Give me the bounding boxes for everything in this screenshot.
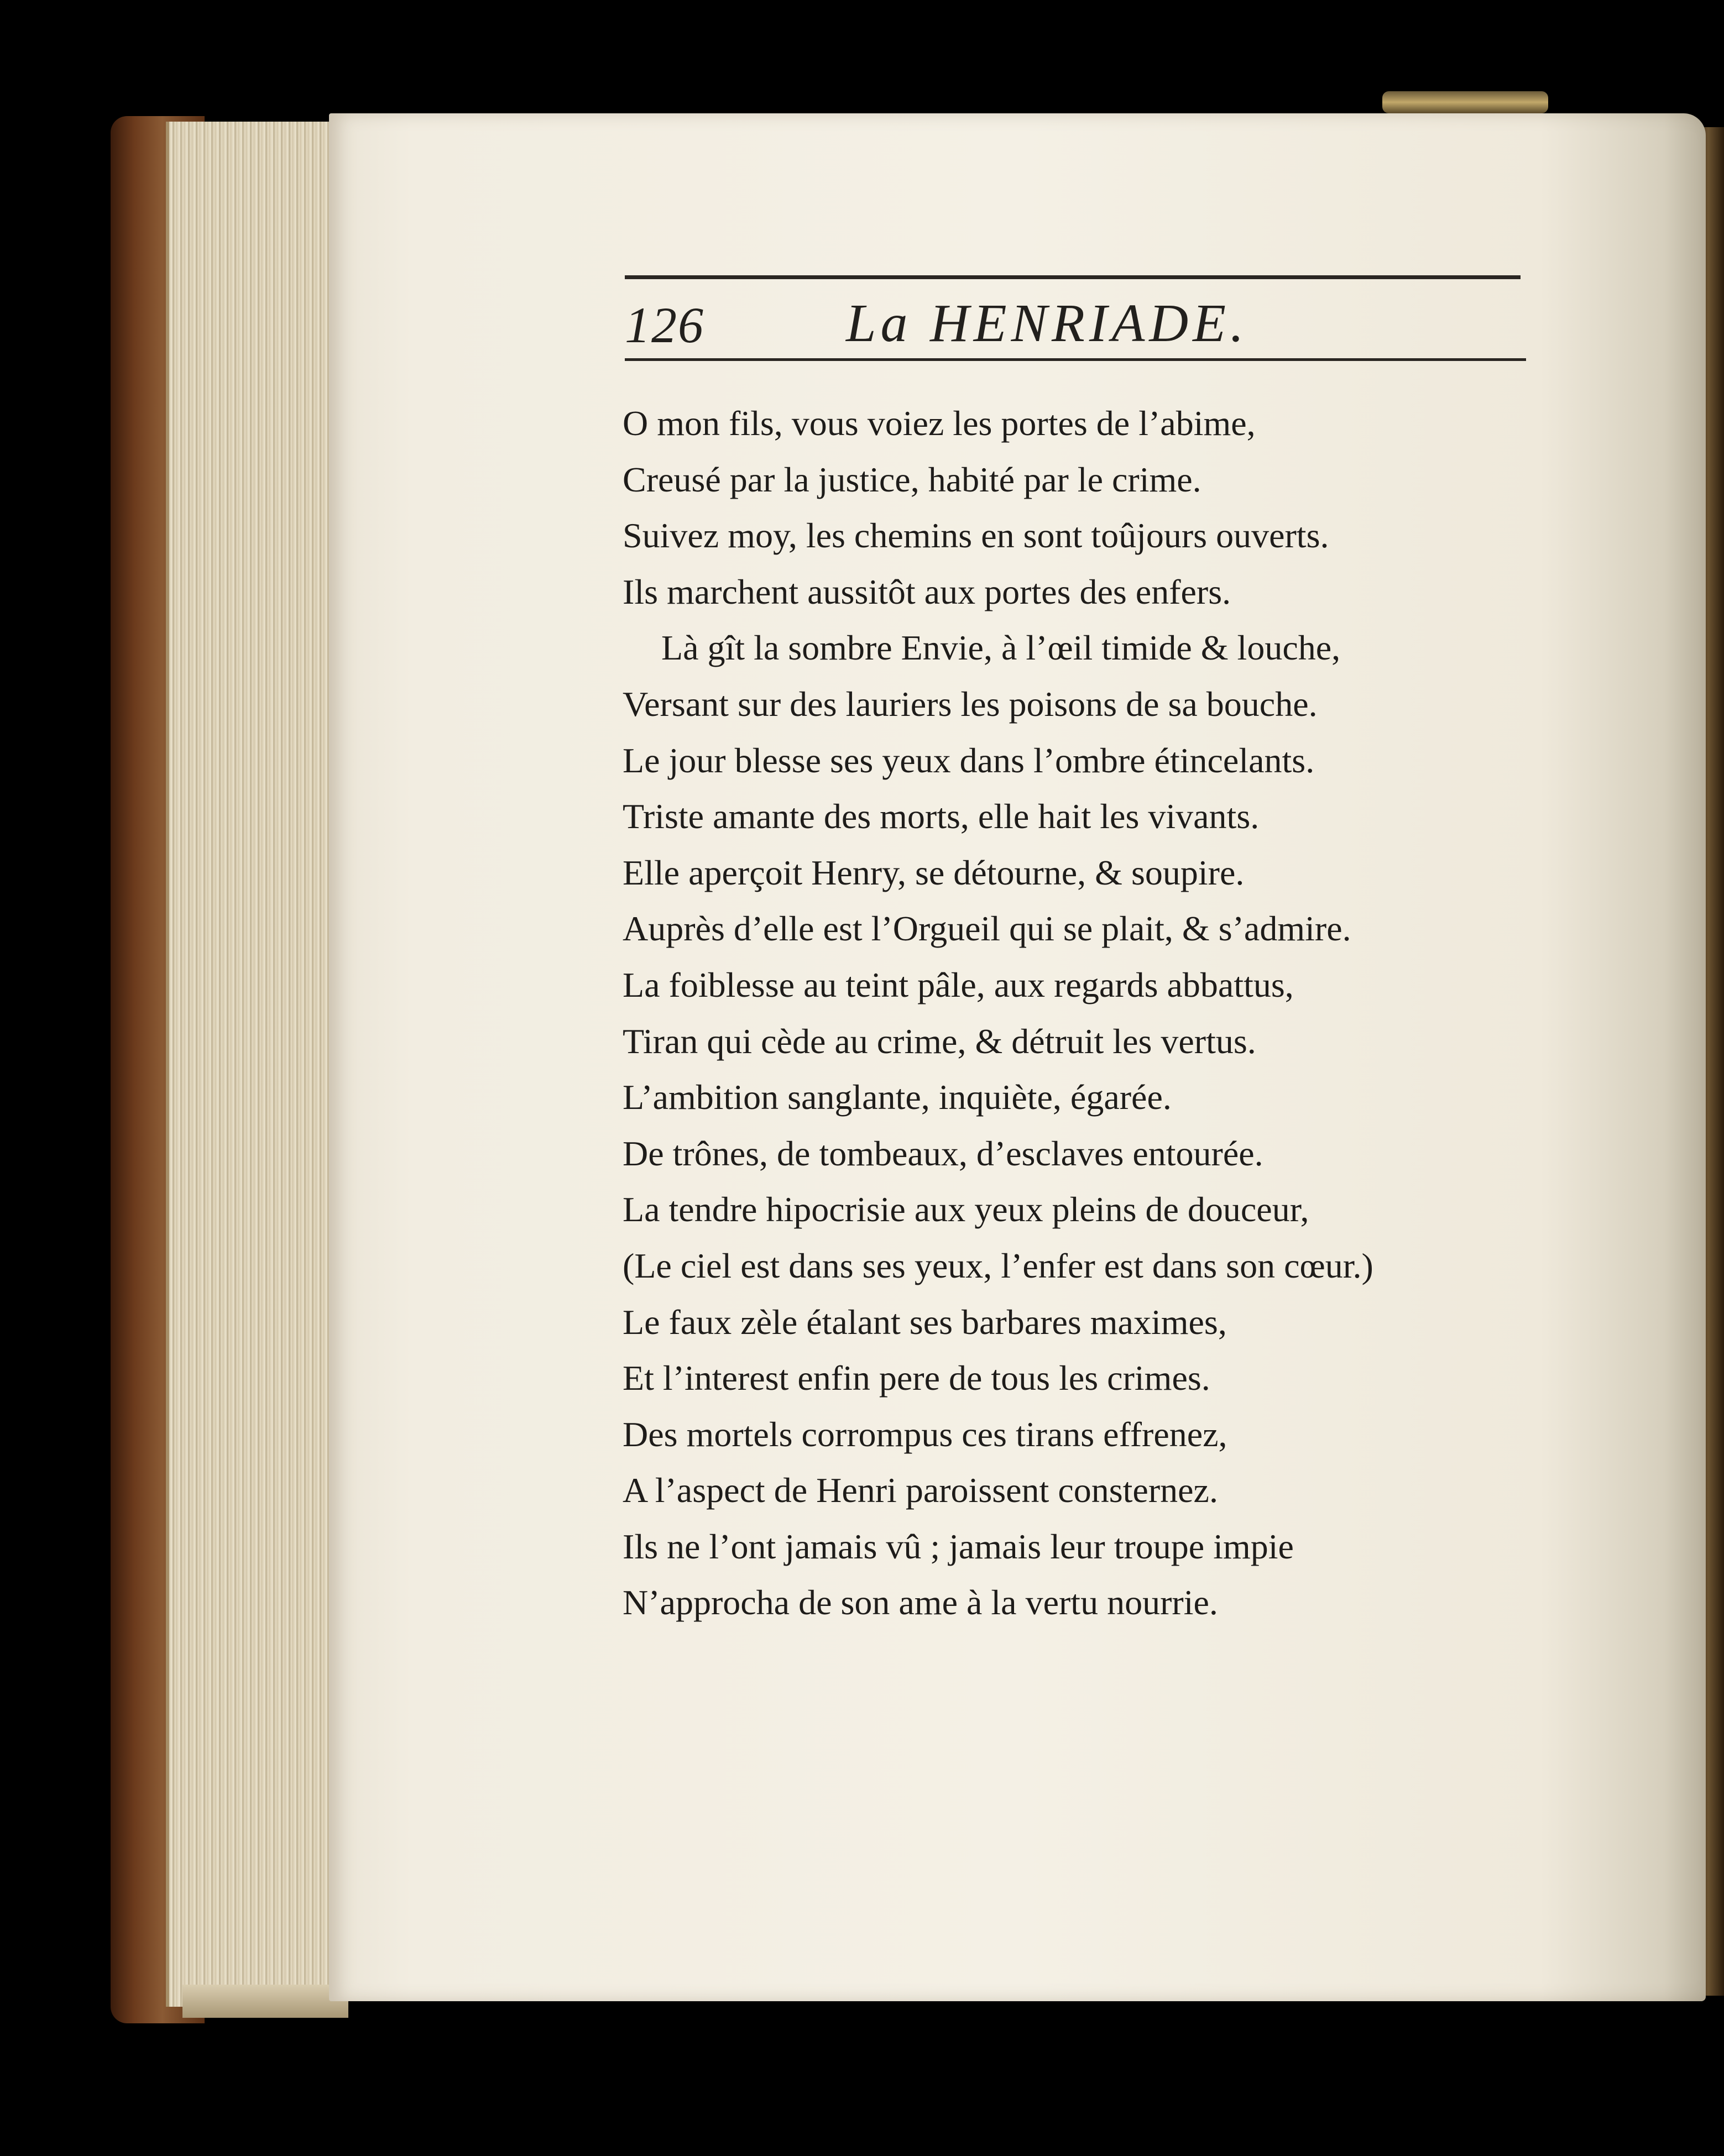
clasp [1382, 91, 1548, 113]
header-rule-bottom [625, 358, 1526, 361]
verse-line: De trônes, de tombeaux, d’esclaves entourée. [623, 1133, 1263, 1173]
header-rule-top [625, 275, 1521, 279]
verse-line: Des mortels corrompus ces tirans effrenez, [623, 1414, 1227, 1454]
verse-line: Là gît la sombre Envie, à l’œil timide & louche, [661, 628, 1341, 668]
verse-line: Creusé par la justice, habité par le crime. [623, 459, 1201, 499]
verse-line: Le faux zèle étalant ses barbares maximes, [623, 1302, 1227, 1342]
verse-line: Auprès d’elle est l’Orgueil qui se plait, & s’admire. [623, 909, 1351, 949]
verse-line: A l’aspect de Henri paroissent consternez. [623, 1471, 1218, 1510]
verse-line: N’approcha de son ame à la vertu nourrie. [623, 1583, 1218, 1623]
verse-line: Triste amante des morts, elle hait les vivants. [623, 797, 1260, 836]
verse-text [623, 395, 1563, 1631]
page-edges [166, 122, 346, 2007]
verse-line: Ils marchent aussitôt aux portes des enfers. [623, 572, 1231, 611]
verse-line: Elle aperçoit Henry, se détourne, & soupire. [623, 852, 1245, 892]
page-number: 126 [625, 297, 704, 353]
verse-line: Ils ne l’ont jamais vû ; jamais leur troupe impie [623, 1526, 1294, 1566]
verse-line: Versant sur des lauriers les poisons de sa bouche. [623, 684, 1318, 724]
verse-line: La foiblesse au teint pâle, aux regards abbattus, [623, 965, 1294, 1004]
verse-line: Le jour blesse ses yeux dans l’ombre étincelants. [623, 740, 1315, 780]
page-edges-bottom [182, 1985, 348, 2018]
verse-line: Tiran qui cède au crime, & détruit les vertus. [623, 1021, 1256, 1061]
verse-line: (Le ciel est dans ses yeux, l’enfer est dans son cœur.) [623, 1246, 1373, 1285]
verse-line: Suivez moy, les chemins en sont toûjours ouverts. [623, 516, 1329, 556]
verse-line: La tendre hipocrisie aux yeux pleins de douceur, [623, 1190, 1309, 1229]
verse-line: Et l’interest enfin pere de tous les crimes. [623, 1358, 1210, 1398]
page-title: La HENRIADE. [846, 294, 1248, 353]
verse-line: L’ambition sanglante, inquiète, égarée. [623, 1077, 1172, 1117]
verse-line: O mon fils, vous voiez les portes de l’abime, [623, 404, 1256, 443]
running-head [625, 285, 1532, 357]
